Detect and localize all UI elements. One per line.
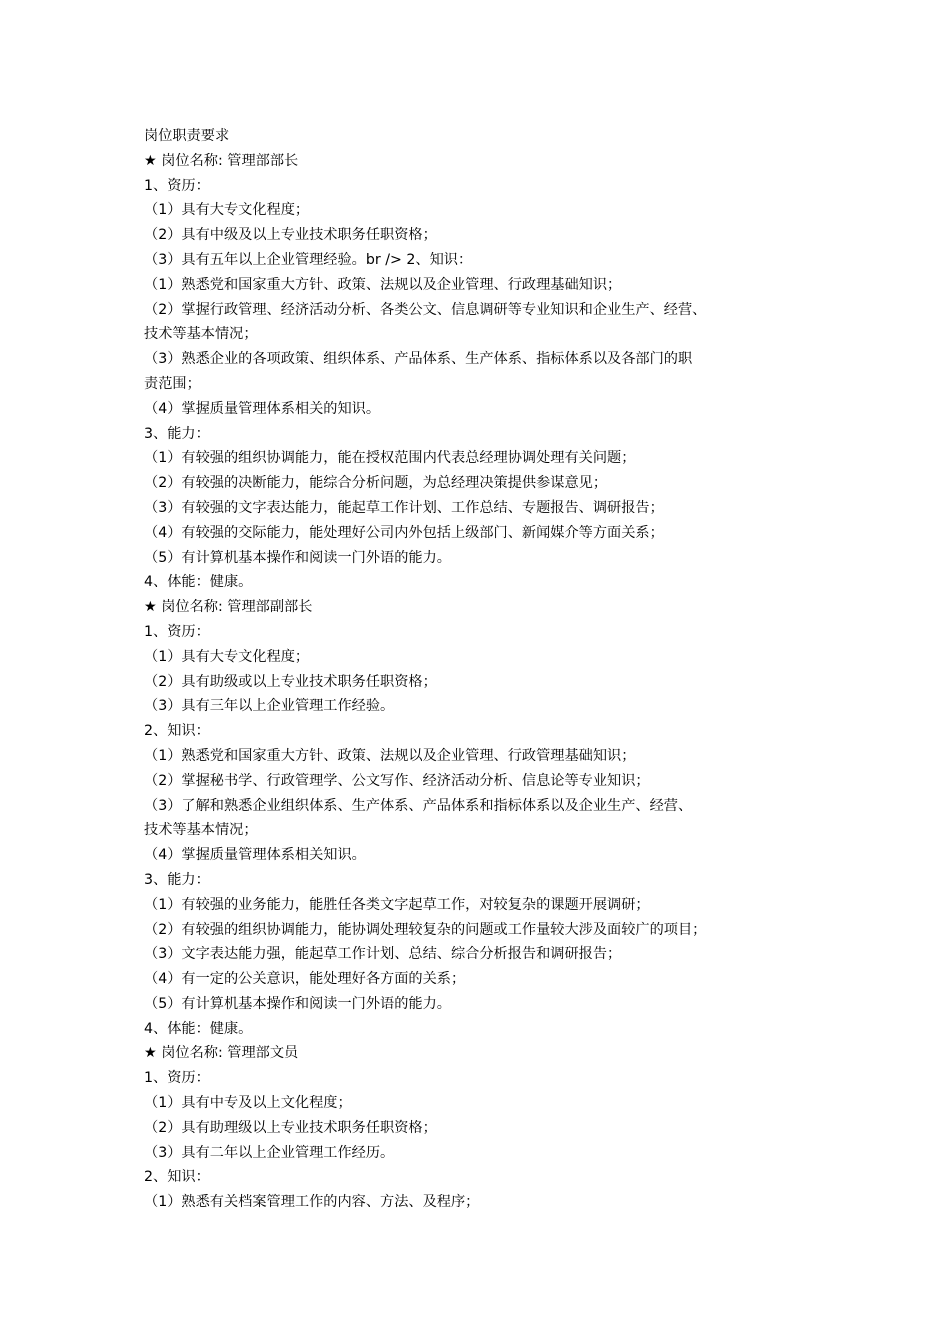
list-item: （2）具有助级或以上专业技术职务任职资格； [144, 673, 437, 690]
list-item: （1）熟悉党和国家重大方针、政策、法规以及企业管理、行政理基础知识； [144, 276, 622, 293]
list-item: （2）掌握秘书学、行政管理学、公文写作、经济活动分析、信息论等专业知识； [144, 772, 650, 789]
section-heading: 4、体能：健康。 [144, 574, 253, 591]
list-item: （2）有较强的决断能力，能综合分析问题，为总经理决策提供参谋意见； [144, 475, 608, 492]
section-heading: 1、资历： [144, 623, 210, 640]
list-item: （5）有计算机基本操作和阅读一门外语的能力。 [144, 995, 451, 1012]
list-item: （4）有一定的公关意识，能处理好各方面的关系； [144, 971, 466, 988]
list-item: （2）具有中级及以上专业技术职务任职资格； [144, 227, 437, 244]
list-item: （3）具有五年以上企业管理经验。br /> 2、知识： [144, 251, 473, 268]
list-item: （4）有较强的交际能力，能处理好公司内外包括上级部门、新闻媒介等方面关系； [144, 524, 664, 541]
list-item: （3）了解和熟悉企业组织体系、生产体系、产品体系和指标体系以及企业生产、经营、 [144, 797, 693, 814]
document-page [144, 124, 834, 1215]
position-heading-deputy-director: ★ 岗位名称: 管理部副部长 [144, 599, 313, 616]
list-item: （1）具有大专文化程度； [144, 202, 310, 219]
document-title: 岗位职责要求 [144, 128, 230, 144]
list-item: （3）文字表达能力强，能起草工作计划、总结、综合分析报告和调研报告； [144, 946, 622, 963]
list-item: （4）掌握质量管理体系相关的知识。 [144, 400, 381, 417]
list-item: （1）熟悉有关档案管理工作的内容、方法、及程序； [144, 1194, 480, 1211]
position-heading-director: ★ 岗位名称: 管理部部长 [144, 152, 299, 169]
list-item: （3）具有三年以上企业管理工作经验。 [144, 698, 395, 715]
list-item: （2）具有助理级以上专业技术职务任职资格； [144, 1119, 437, 1136]
list-item: （5）有计算机基本操作和阅读一门外语的能力。 [144, 549, 451, 566]
list-item: （1）有较强的组织协调能力，能在授权范围内代表总经理协调处理有关问题； [144, 450, 636, 467]
section-heading: 1、资历： [144, 1070, 210, 1087]
list-item: （4）掌握质量管理体系相关知识。 [144, 847, 366, 864]
list-item: （3）熟悉企业的各项政策、组织体系、产品体系、生产体系、指标体系以及各部门的职 [144, 351, 693, 368]
section-heading: 2、知识： [144, 1169, 210, 1186]
list-item: （2）有较强的组织协调能力，能协调处理较复杂的问题或工作量较大涉及面较广的项目； [144, 921, 707, 938]
list-item: （3）具有二年以上企业管理工作经历。 [144, 1144, 395, 1161]
section-heading: 4、体能：健康。 [144, 1020, 253, 1037]
position-heading-clerk: ★ 岗位名称: 管理部文员 [144, 1045, 299, 1062]
section-heading: 3、能力： [144, 425, 210, 442]
section-heading: 1、资历： [144, 177, 210, 194]
list-item-continuation: 技术等基本情况； [144, 822, 258, 839]
list-item: （2）掌握行政管理、经济活动分析、各类公文、信息调研等专业知识和企业生产、经营、 [144, 301, 707, 318]
list-item-continuation: 责范围； [144, 375, 201, 392]
list-item: （3）有较强的文字表达能力，能起草工作计划、工作总结、专题报告、调研报告； [144, 499, 664, 516]
list-item: （1）具有大专文化程度； [144, 648, 310, 665]
list-item: （1）有较强的业务能力，能胜任各类文字起草工作，对较复杂的课题开展调研； [144, 896, 650, 913]
list-item-continuation: 技术等基本情况； [144, 326, 258, 343]
section-heading: 3、能力： [144, 871, 210, 888]
list-item: （1）熟悉党和国家重大方针、政策、法规以及企业管理、行政管理基础知识； [144, 747, 636, 764]
section-heading: 2、知识： [144, 723, 210, 740]
list-item: （1）具有中专及以上文化程度； [144, 1095, 352, 1112]
